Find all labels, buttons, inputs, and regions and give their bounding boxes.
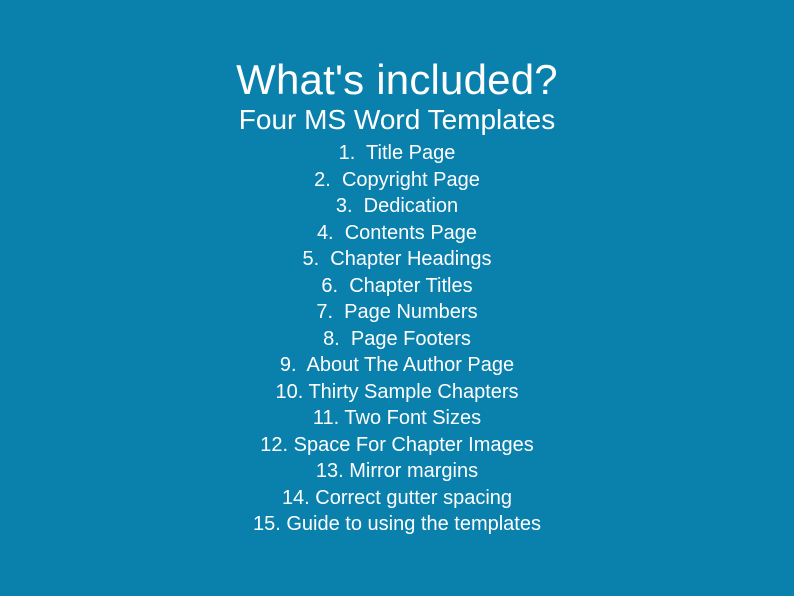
list-item: 15. Guide to using the templates: [253, 513, 541, 535]
page-subtitle: Four MS Word Templates: [238, 104, 556, 135]
list-item: 6. Chapter Titles: [321, 274, 473, 297]
list-item: 5. Chapter Headings: [302, 248, 492, 270]
list-item: 3. Dedication: [335, 195, 459, 217]
list-item: 14. Correct gutter spacing: [281, 486, 513, 509]
list-item: 1. Title Page: [338, 142, 456, 164]
list-item: 10. Thirty Sample Chapters: [275, 380, 519, 403]
list-item: 7. Page Numbers: [316, 301, 478, 323]
included-items-list: [0, 140, 794, 538]
page-title: What's included?: [236, 56, 558, 103]
list-item: 11. Two Font Sizes: [312, 407, 482, 429]
content-block: [0, 56, 794, 538]
list-item: 13. Mirror margins: [315, 460, 479, 482]
list-item: 9. About The Author Page: [279, 354, 515, 376]
list-item: 4. Contents Page: [316, 221, 478, 244]
list-item: 8. Page Footers: [323, 327, 471, 350]
list-item: 12. Space For Chapter Images: [260, 433, 534, 456]
list-item: 2. Copyright Page: [314, 168, 480, 191]
